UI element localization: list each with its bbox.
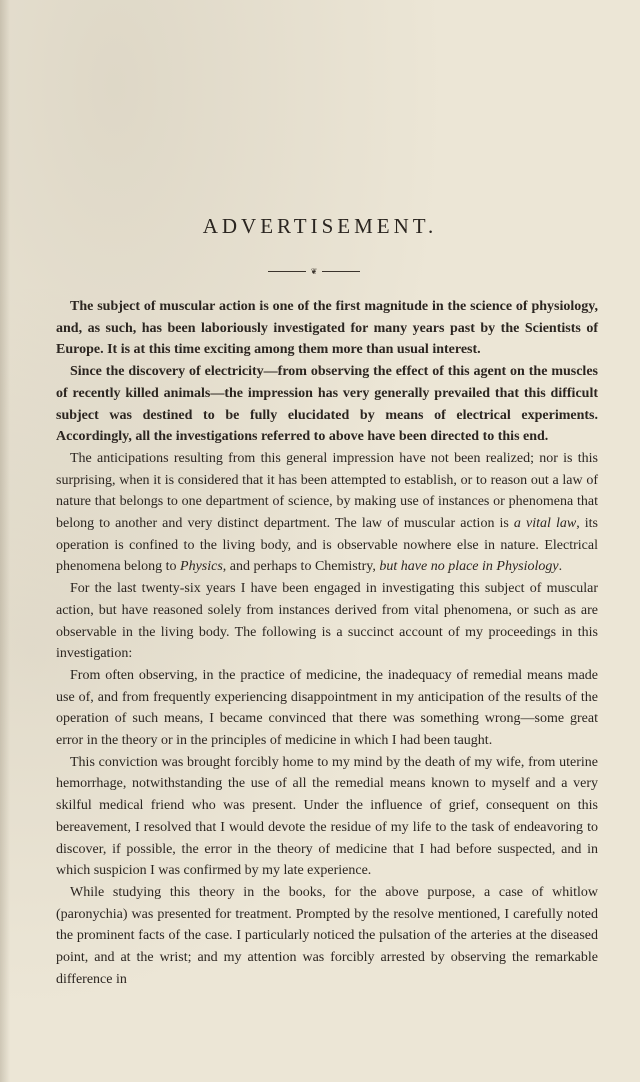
page-edge-shadow: [0, 0, 10, 1082]
paragraph-3-text-5: , and perhaps to Chemistry,: [222, 559, 380, 575]
paragraph-3-text-7: .: [558, 559, 563, 575]
paragraph-6: [56, 752, 598, 882]
paragraph-2: [56, 361, 598, 448]
paragraph-1-text-1: The subject of muscular action is one of the first magnitude in the science of physiology, and, as such, has been laboriously investigated for many years past by the Scientists of Europe. It is at this time exciting among them more than usual interest.: [56, 299, 598, 358]
paragraph-3-text-4: Physics: [180, 559, 223, 575]
paragraph-5: [56, 665, 598, 752]
paragraph-4: [56, 578, 598, 665]
paragraph-7: [56, 882, 598, 991]
paragraph-1: [56, 296, 598, 361]
ornament-rule-left: [268, 271, 306, 272]
paragraph-3-text-2: a vital law: [513, 516, 577, 532]
paragraph-6-text-1: This conviction was brought forcibly home to my mind by the death of my wife, from uterine hemorrhage, notwithstanding the use of all the remedial means known to myself and a very skilful medical friend who was present. Under the influence of grief, consequent on this bereavement, I resolved that I would devote the residue of my life to the task of endeavoring to discover, if possible, the error in the theory of medicine that I had before suspected, and in which suspicion I was confirmed by my late experience.: [56, 754, 598, 879]
paragraph-4-text-1: For the last twenty-six years I have been engaged in investigating this subject of muscular action, but have reasoned solely from instances derived from vital phenomena, or such as are observable in the living body. The following is a succinct account of my proceedings in this investigation:: [56, 581, 598, 662]
title-ornament: [268, 268, 360, 276]
paragraph-3-text-3: , its operation is confined to the living body, and is observable nowhere else in nature. Electrical phenomena belong to: [56, 516, 598, 575]
ornament-rule-right: [322, 271, 360, 272]
ornament-knot-icon: ❦: [310, 267, 318, 276]
paragraph-3-text-6: but have no place in Physiology: [379, 559, 559, 575]
page-title: ADVERTISEMENT.: [202, 214, 438, 238]
paragraph-5-text-1: From often observing, in the practice of medicine, the inadequacy of remedial means made use of, and from frequently experiencing disappointment in my anticipation of the results of the operation of such means, I became convinced that there was something wrong—some great error in the theory or in the principles of medicine in which I had been taught.: [56, 667, 598, 749]
paragraph-7-text-1: While studying this theory in the books, for the above purpose, a case of whitlow (paronychia) was presented for treatment. Prompted by the resolve mentioned, I carefully noted the prominent facts of the case. I particularly noticed the pulsation of the arteries at the diseased point, and at the wrist; and my attention was forcibly arrested by observing the remarkable difference in: [56, 884, 598, 987]
paragraph-3-text-1: The anticipations resulting from this general impression have not been realized; nor is this surprising, when it is considered that it has been attempted to establish, or to reason out a law of nature that belongs to one department of science, by making use of instances or phenomena that belong to another and very distinct department. The law of muscular action is: [56, 450, 598, 532]
paragraph-3: [56, 448, 598, 578]
paragraph-2-text-1: Since the discovery of electricity—from observing the effect of this agent on the muscles of recently killed animals—the impression has very generally prevailed that this difficult subject was destined to be fully elucidated by means of electrical experiments. Accordingly, all the investigations referred to above have been directed to this end.: [56, 364, 598, 445]
body-text: [56, 296, 598, 991]
